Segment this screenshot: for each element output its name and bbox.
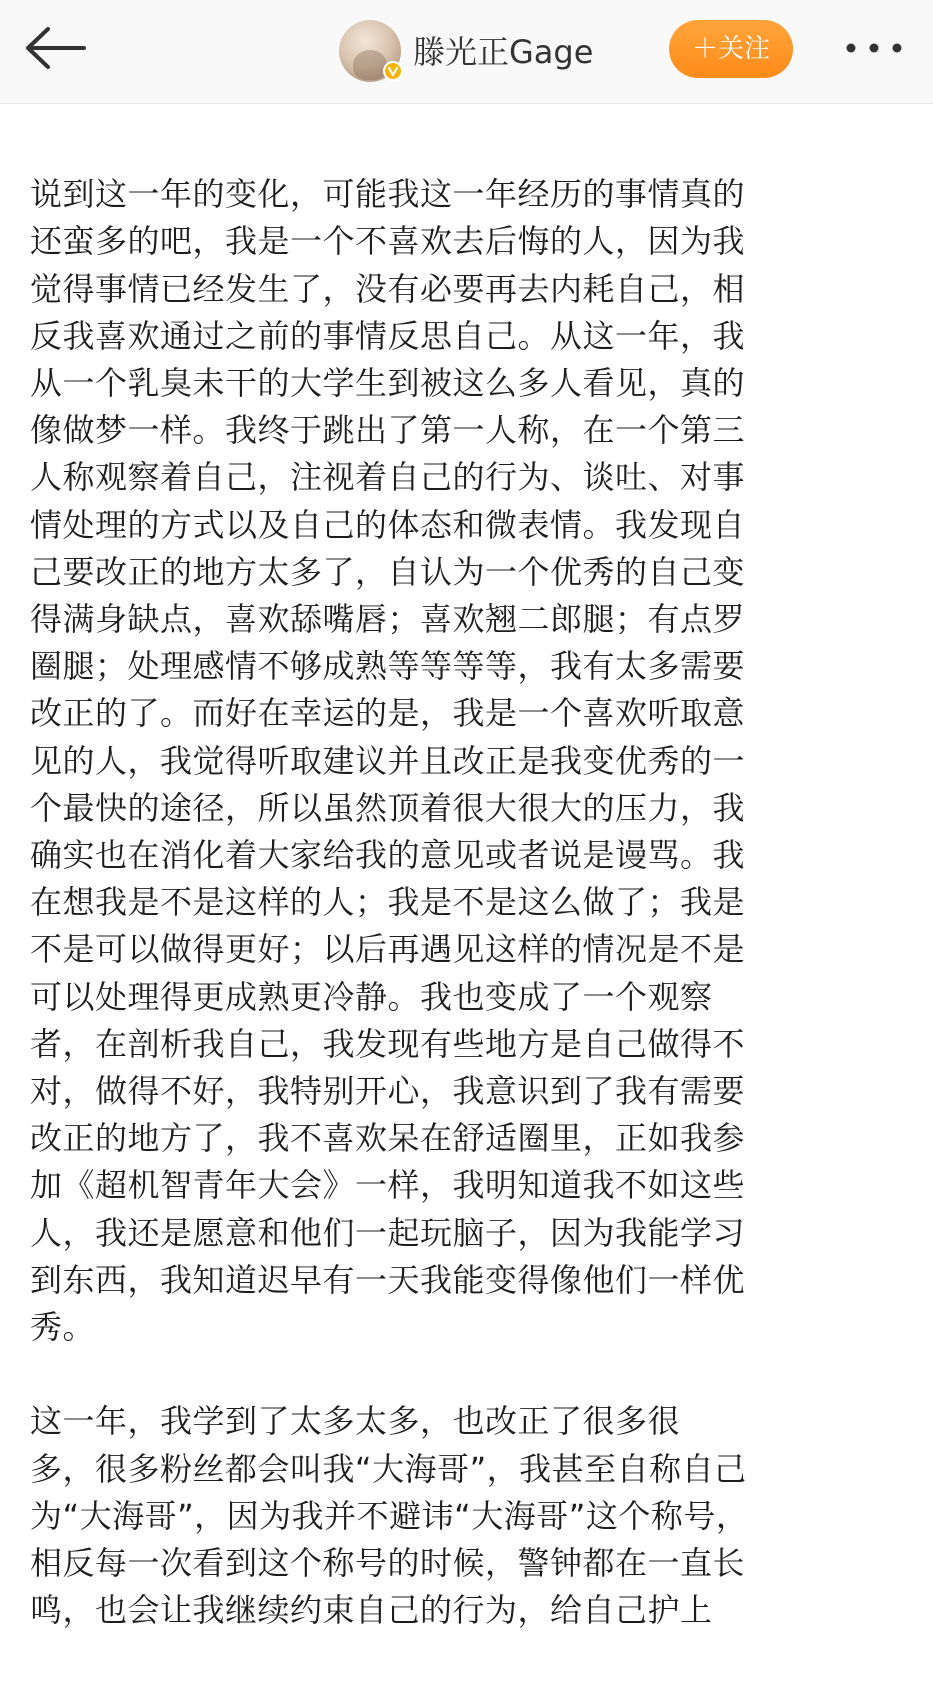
arrow-left-icon [18,20,92,80]
top-nav-bar [0,0,933,104]
more-dots-icon [839,22,909,76]
post-paragraph: 这一年，我学到了太多太多，也改正了很多很 多，很多粉丝都会叫我“大海哥”，我甚至自称自己 为“大海哥”，因为我并不避讳“大海哥”这个称号， 相反每一次看到这个称号的时候，警钟都在一直长 鸣，也会让我继续约束自己的行为，给自己护上 [30,1402,749,1630]
back-button[interactable] [18,20,92,80]
more-options-button[interactable] [839,22,909,76]
post-body [30,124,910,1682]
avatar-image-detail [353,50,387,80]
verified-badge-icon [383,61,403,81]
follow-button[interactable]: ＋关注 [669,20,793,78]
post-paragraph: 说到这一年的变化，可能我这一年经历的事情真的 还蛮多的吧，我是一个不喜欢去后悔的人，因为我 觉得事情已经发生了，没有必要再去内耗自己，相 反我喜欢通过之前的事情反思自己。从这一年，我 从一个乳臭未干的大学生到被这么多人看见，真的 像做梦一样。我终于跳出了第一人称，在一个第三 人称观察着自己，注视着自己的行为、谈吐、对事 情处理的方式以及自己的体态和微表情。我发现自 己要改正的地方太多了，自认为一个优秀的自己变 得满身缺点，喜欢舔嘴唇；喜欢翘二郎腿；有点罗 圈腿；处理感情不够成熟等等等等，我有太多需要 改正的了。而好在幸运的是，我是一个喜欢听取意 见的人，我觉得听取建议并且改正是我变优秀的一 个最快的途径，所以虽然顶着很大很大的压力，我 确实也在消化着大家给我的意见或者说是谩骂。我 在想我是不是这样的人；我是不是这么做了；我是 不是可以做得更好；以后再遇见这样的情况是不是 可以处理得更成熟更冷静。我也变成了一个观察 者，在剖析我自己，我发现有些地方是自己做得不 对，做得不好，我特别开心，我意识到了我有需要 改正的地方了，我不喜欢呆在舒适圈里，正如我参 加《超机智青年大会》一样，我明知道我不如这些 人，我还是愿意和他们一起玩脑子，因为我能学习 到东西，我知道迟早有一天我能变得像他们一样优 秀。 [30,175,746,1347]
username[interactable]: 滕光正Gage [413,33,594,71]
